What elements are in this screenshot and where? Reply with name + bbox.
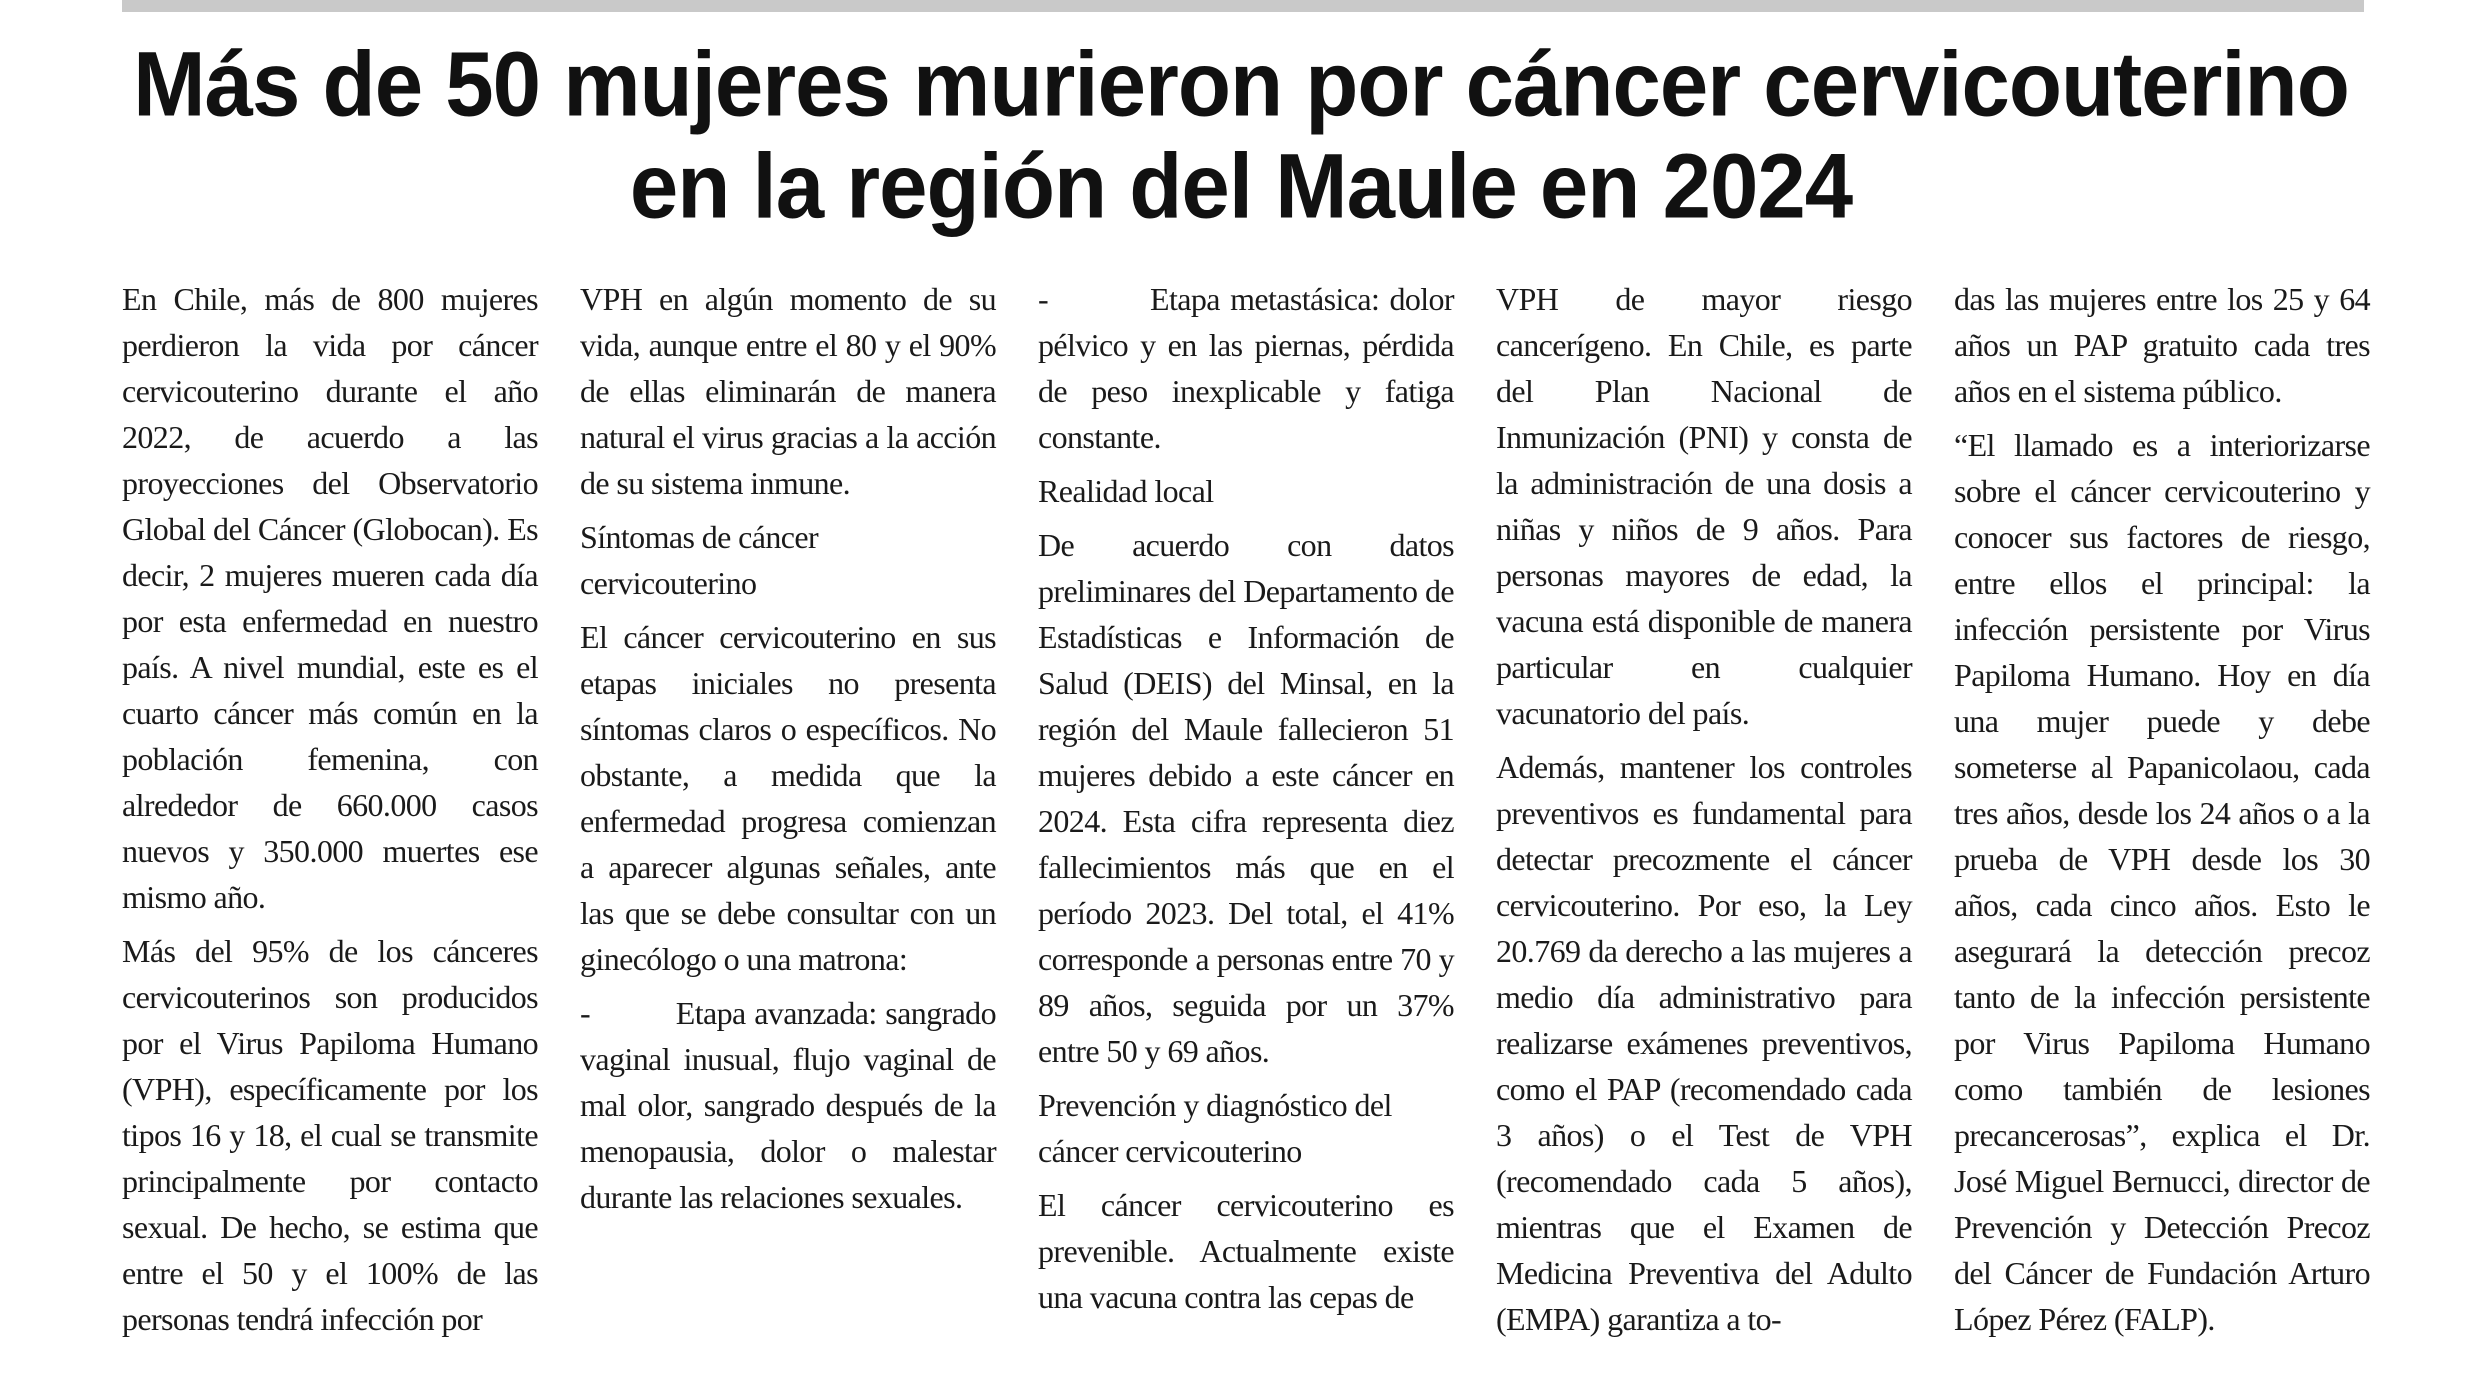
bullet-advanced-stage: - Etapa avanzada: sangrado vaginal inusual, flujo vaginal de mal olor, sangrado después de la menopausia, dolor o malestar durante las relaciones sexuales. [580, 995, 996, 1215]
subheading-local-reality: Realidad local [1038, 473, 1214, 509]
bullet-metastatic-stage: - Etapa metastásica: dolor pélvico y en las piernas, pérdida de peso inexplicable y fatiga constante. [1038, 281, 1454, 455]
paragraph-vaccine: El cáncer cervicouterino es prevenible. Actualmente existe una vacuna contra las cepas de [1038, 1187, 1454, 1315]
column-2 [580, 276, 996, 1356]
paragraph-intro: En Chile, más de 800 mujeres perdieron la vida por cáncer cervicouterino durante el año 2022, de acuerdo a las proyecciones del Observatorio Global del Cáncer (Globocan). Es decir, 2 mujeres mueren cada día por esta enfermedad en nuestro país. A nivel mundial, este es el cuarto cáncer más común en la población femenina, con alrededor de 660.000 casos nuevos y 350.000 muertes ese mismo año. [122, 281, 538, 915]
article-body [122, 276, 2370, 1356]
paragraph-preventive-controls: Además, mantener los controles preventivos es fundamental para detectar precozmente el cáncer cervicouterino. Por eso, la Ley 20.769 da derecho a las mujeres a medio día administrativo para realizarse exámenes preventivos, como el PAP (recomendado cada 3 años) o el Test de VPH (recomendado cada 5 años), mientras que el Examen de Medicina Preventiva del Adulto (EMPA) garantiza a to- [1496, 749, 1912, 1337]
column-3 [1038, 276, 1454, 1356]
column-1 [122, 276, 538, 1356]
headline-line-2: en la región del Maule en 2024 [629, 134, 1853, 238]
top-divider-bar [122, 0, 2364, 12]
paragraph-free-pap: das las mujeres entre los 25 y 64 años un PAP gratuito cada tres años en el sistema público. [1954, 281, 2370, 409]
paragraph-vph: Más del 95% de los cánceres cervicouterinos son producidos por el Virus Papiloma Humano (VPH), específicamente por los tipos 16 y 18, el cual se transmite principalmente por contacto sexual. De hecho, se estima que entre el 50 y el 100% de las personas tendrá infección por [122, 933, 538, 1337]
headline-line-1: Más de 50 mujeres murieron por cáncer cervicouterino [133, 32, 2349, 136]
paragraph-immunization-plan: VPH de mayor riesgo cancerígeno. En Chile, es parte del Plan Nacional de Inmunización (PNI) y consta de la administración de una dosis a niñas y niños de 9 años. Para personas mayores de edad, la vacuna está disponible de manera particular en cualquier vacunatorio del país. [1496, 281, 1912, 731]
subheading-symptoms: Síntomas de cáncer cervicouterino [580, 519, 818, 601]
paragraph-maule-data: De acuerdo con datos preliminares del Departamento de Estadísticas e Información de Salud (DEIS) del Minsal, en la región del Maule fallecieron 51 mujeres debido a este cáncer en 2024. Esta cifra representa diez fallecimientos más que en el período 2023. Del total, el 41% corresponde a personas entre 70 y 89 años, seguida por un 37% entre 50 y 69 años. [1038, 527, 1454, 1069]
paragraph-symptoms: El cáncer cervicouterino en sus etapas iniciales no presenta síntomas claros o específicos. No obstante, a medida que la enfermedad progresa comienzan a aparecer algunas señales, ante las que se debe consultar con un ginecólogo o una matrona: [580, 619, 996, 977]
column-4 [1496, 276, 1912, 1356]
article-headline [110, 34, 2372, 238]
subheading-prevention: Prevención y diagnóstico del cáncer cervicouterino [1038, 1087, 1392, 1169]
paragraph-quote: “El llamado es a interiorizarse sobre el cáncer cervicouterino y conocer sus factores de riesgo, entre ellos el principal: la infección persistente por Virus Papiloma Humano. Hoy en día una mujer puede y debe someterse al Papanicolaou, cada tres años, desde los 24 años o a la prueba de VPH desde los 30 años, cada cinco años. Esto le asegurará la detección precoz tanto de la infección persistente por Virus Papiloma Humano como también de lesiones precancerosas”, explica el Dr. José Miguel Bernucci, director de Prevención y Detección Precoz del Cáncer de Fundación Arturo López Pérez (FALP). [1954, 427, 2370, 1337]
paragraph-immune: VPH en algún momento de su vida, aunque entre el 80 y el 90% de ellas eliminarán de manera natural el virus gracias a la acción de su sistema inmune. [580, 281, 996, 501]
column-5 [1954, 276, 2370, 1356]
